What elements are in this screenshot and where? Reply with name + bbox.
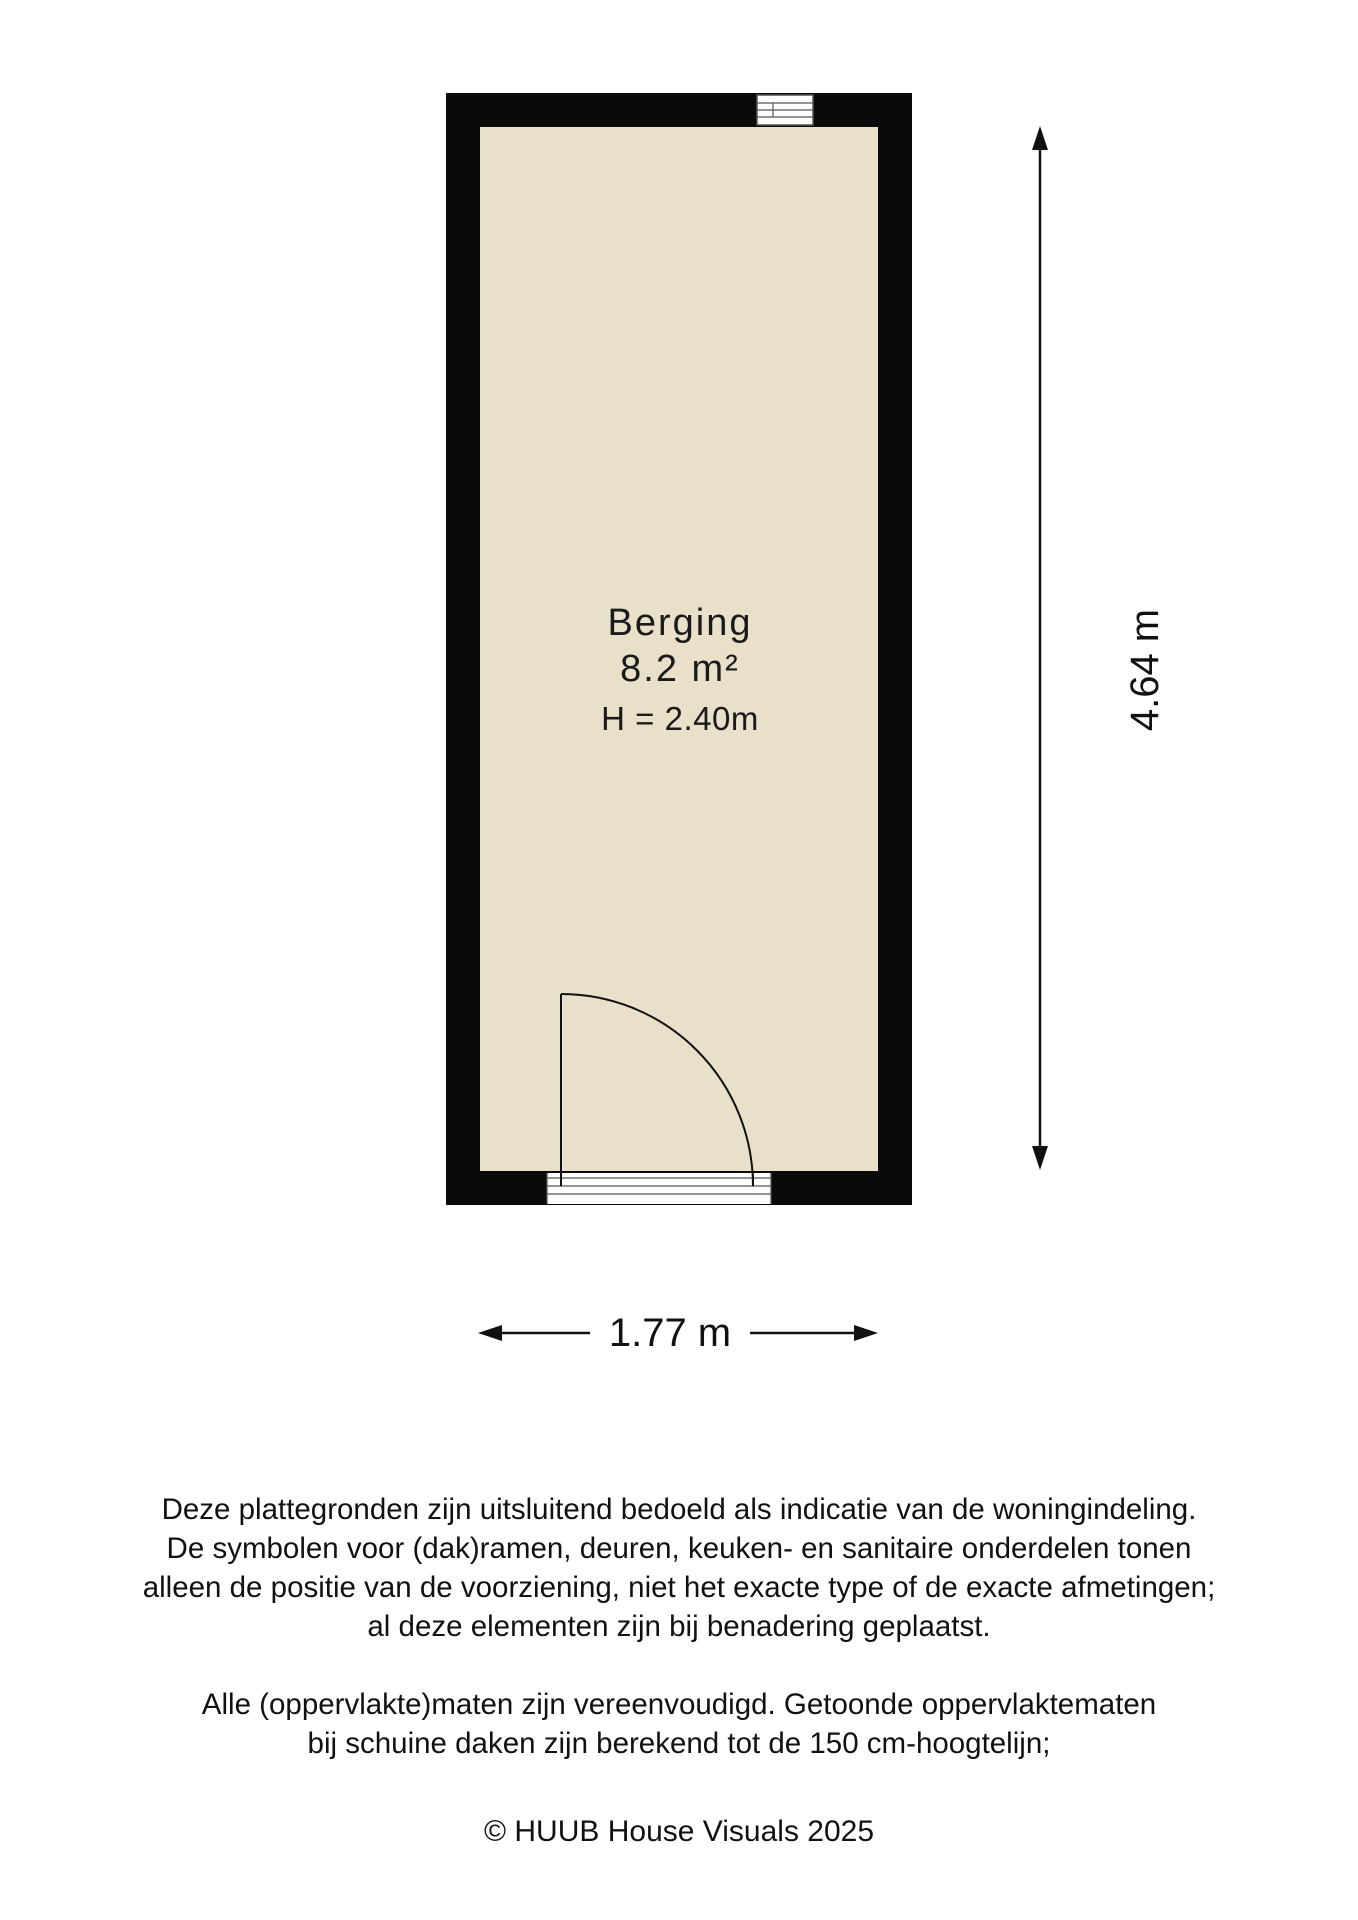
room-name: Berging: [607, 602, 753, 644]
disclaimer-line: De symbolen voor (dak)ramen, deuren, keuken- en sanitaire onderdelen tonen: [166, 1532, 1192, 1565]
disclaimer: [0, 1490, 1358, 1802]
disclaimer-line: alleen de positie van de voorziening, niet het exacte type of de exacte afmetingen;: [142, 1571, 1216, 1604]
dimension-width-label: 1.77 m: [590, 1308, 750, 1358]
disclaimer-line: Alle (oppervlakte)maten zijn vereenvoudigd. Getoonde oppervlaktematen: [201, 1688, 1157, 1721]
door-opening: [547, 1173, 771, 1204]
room-area: 8.2 m²: [620, 648, 740, 690]
window-top: [757, 95, 813, 125]
disclaimer-paragraph-1: [0, 1490, 1358, 1646]
disclaimer-paragraph-2: [0, 1685, 1358, 1763]
dimension-line-vertical: [1032, 126, 1048, 1170]
room-height: H = 2.40m: [601, 700, 759, 737]
disclaimer-line: al deze elementen zijn bij benadering geplaatst.: [367, 1610, 991, 1643]
dimension-height-label: 4.64 m: [1120, 570, 1170, 770]
disclaimer-line: bij schuine daken zijn berekend tot de 150 cm-hoogtelijn;: [307, 1727, 1051, 1760]
copyright: © HUUB House Visuals 2025: [483, 1815, 875, 1848]
disclaimer-line: Deze plattegronden zijn uitsluitend bedoeld als indicatie van de woningindeling.: [161, 1493, 1197, 1526]
